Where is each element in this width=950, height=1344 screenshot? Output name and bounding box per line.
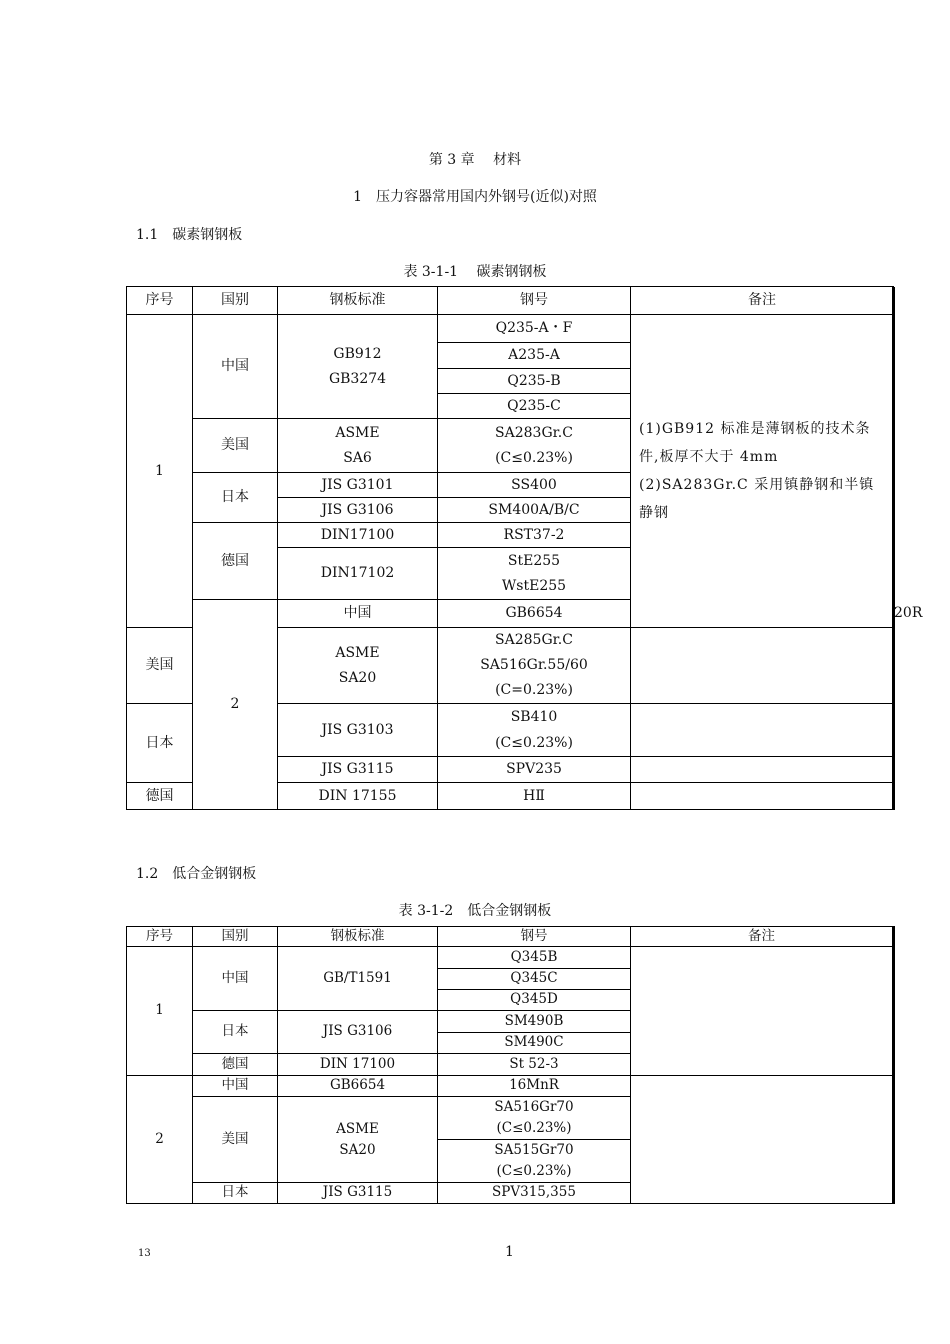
grade-cell — [438, 548, 631, 600]
grade-cell: SM400A/B/C — [438, 498, 631, 523]
grade-text: (C≤0.23%) — [495, 449, 573, 466]
grade-cell — [438, 1140, 631, 1183]
grade-text: SA515Gr70 — [494, 1142, 574, 1158]
country-cell: 中国 — [193, 315, 278, 419]
country-cell: 中国 — [278, 600, 438, 628]
grade-text: SB410 — [510, 709, 558, 725]
grade-cell: 16MnR — [438, 1076, 631, 1097]
remark-cell — [631, 1076, 894, 1204]
header-cell: 钢板标准 — [278, 287, 438, 315]
grade-text: SA516Gr.55/60 — [480, 657, 588, 673]
remark-cell — [631, 628, 894, 704]
country-cell: 中国 — [193, 947, 278, 1011]
header-cell: 序号 — [127, 927, 193, 947]
standard-text: ASME — [336, 1120, 379, 1137]
remark-text: (1)GB912 标准是薄钢板的技术条件,板厚不大于 4mm — [639, 421, 871, 465]
standard-cell — [278, 419, 438, 473]
standard-text: GB3274 — [328, 370, 387, 387]
grade-text: (C=0.23%) — [495, 682, 573, 698]
subsection-1-1: 1.1 碳素钢钢板 — [136, 227, 243, 243]
grade-cell: St 52-3 — [438, 1054, 631, 1076]
standard-cell — [278, 1097, 438, 1183]
grade-text: (C≤0.23%) — [496, 1163, 572, 1179]
standard-cell: JIS G3106 — [278, 498, 438, 523]
row-number: 1 — [127, 315, 193, 628]
carbon-steel-table: 序号 国别 钢板标准 钢号 备注 1 中国 GB912 GB3274 Q235-A・F (1)GB912 标准是薄钢板的技术条件,板厚不大于 4mm (2)SA283Gr.C 采用镇静钢和半镇静钢 A235-A Q235-B Q235-C 美国 ASME SA6 SA283Gr.C (C≤0.23%) 日本 JIS G3101 SS400 JIS G3106 SM400A/B/C 德国 DIN17100 RST37-2 DIN17102 StE255 WstE255 2 中国 GB6654 20R 美国 ASME SA20 SA285Gr.C SA516Gr.55/60 (C=0.23%) 日本 JIS G3103 SB410 (C≤0.23%) JIS G3115 SPV235 德国 DIN 17155 HⅡ — [126, 286, 895, 810]
remark-cell — [631, 783, 894, 810]
standard-cell: JIS G3115 — [278, 1183, 438, 1204]
grade-cell: Q235-A・F — [438, 315, 631, 343]
remark-text: (2)SA283Gr.C 采用镇静钢和半镇静钢 — [639, 477, 875, 521]
country-cell: 日本 — [127, 704, 193, 783]
grade-text: WstE255 — [501, 577, 567, 594]
grade-cell: Q235-C — [438, 394, 631, 419]
grade-text: SA283Gr.C — [495, 424, 573, 441]
standard-text: SA20 — [339, 1141, 376, 1158]
grade-cell: Q345D — [438, 990, 631, 1011]
standard-cell: GB/T1591 — [278, 947, 438, 1011]
page-number: 1 — [505, 1244, 514, 1260]
standard-cell: DIN 17155 — [278, 783, 438, 810]
country-cell: 日本 — [193, 1011, 278, 1054]
standard-text: SA20 — [338, 669, 377, 686]
header-cell: 钢号 — [438, 287, 631, 315]
standard-cell: DIN 17100 — [278, 1054, 438, 1076]
grade-cell: Q345B — [438, 947, 631, 969]
standard-text: SA6 — [343, 449, 372, 466]
grade-text: SA285Gr.C — [495, 632, 573, 648]
row-number: 2 — [193, 600, 278, 810]
country-cell: 美国 — [193, 1097, 278, 1183]
header-cell: 国别 — [193, 927, 278, 947]
country-cell: 德国 — [127, 783, 193, 810]
header-cell: 备注 — [631, 287, 894, 315]
country-cell: 德国 — [193, 1054, 278, 1076]
grade-cell — [438, 704, 631, 757]
country-cell: 德国 — [193, 523, 278, 600]
standard-cell — [278, 315, 438, 419]
row-number: 2 — [127, 1076, 193, 1204]
country-cell: 中国 — [193, 1076, 278, 1097]
grade-cell: SM490C — [438, 1033, 631, 1054]
grade-cell: SPV315,355 — [438, 1183, 631, 1204]
standard-text: ASME — [335, 644, 380, 661]
standard-cell: GB6654 — [278, 1076, 438, 1097]
grade-cell: RST37-2 — [438, 523, 631, 548]
standard-cell: JIS G3103 — [278, 704, 438, 757]
chapter-title: 第 3 章 材料 — [428, 152, 522, 168]
grade-cell — [438, 1097, 631, 1140]
grade-text: (C≤0.23%) — [495, 735, 573, 751]
header-cell: 钢号 — [438, 927, 631, 947]
country-cell: 美国 — [193, 419, 278, 473]
header-cell: 序号 — [127, 287, 193, 315]
grade-cell: Q235-B — [438, 369, 631, 394]
grade-cell: SM490B — [438, 1011, 631, 1033]
header-cell: 备注 — [631, 927, 894, 947]
remark-cell — [631, 757, 894, 783]
low-alloy-steel-table — [126, 926, 895, 1204]
standard-cell: JIS G3106 — [278, 1011, 438, 1054]
grade-text: (C≤0.23%) — [496, 1120, 572, 1136]
grade-text: SA516Gr70 — [494, 1099, 574, 1115]
standard-text: GB912 — [333, 345, 382, 362]
remark-cell — [631, 704, 894, 757]
subsection-1-2: 1.2 低合金钢钢板 — [136, 866, 257, 882]
country-cell: 日本 — [193, 473, 278, 523]
standard-cell: DIN17100 — [278, 523, 438, 548]
grade-cell — [438, 419, 631, 473]
grade-cell: A235-A — [438, 343, 631, 369]
standard-text: ASME — [335, 424, 380, 441]
table2-caption: 表 3-1-2 低合金钢钢板 — [398, 903, 552, 919]
section-title: 1 压力容器常用国内外钢号(近似)对照 — [353, 189, 597, 205]
row-number: 1 — [127, 947, 193, 1076]
header-cell: 国别 — [193, 287, 278, 315]
grade-cell: SS400 — [438, 473, 631, 498]
grade-cell — [438, 628, 631, 704]
standard-cell — [278, 628, 438, 704]
country-cell: 美国 — [127, 628, 193, 704]
standard-cell: JIS G3115 — [278, 757, 438, 783]
remark-cell — [631, 315, 894, 628]
grade-cell: Q345C — [438, 969, 631, 990]
grade-text: StE255 — [507, 552, 561, 569]
standard-cell: GB6654 — [438, 600, 631, 628]
table1-caption: 表 3-1-1 碳素钢钢板 — [403, 264, 547, 280]
footer-left-number: 13 — [138, 1248, 151, 1259]
remark-cell — [631, 947, 894, 1076]
header-cell: 钢板标准 — [278, 927, 438, 947]
standard-cell: DIN17102 — [278, 548, 438, 600]
grade-cell: HⅡ — [438, 783, 631, 810]
country-cell: 日本 — [193, 1183, 278, 1204]
grade-cell: SPV235 — [438, 757, 631, 783]
standard-cell: JIS G3101 — [278, 473, 438, 498]
